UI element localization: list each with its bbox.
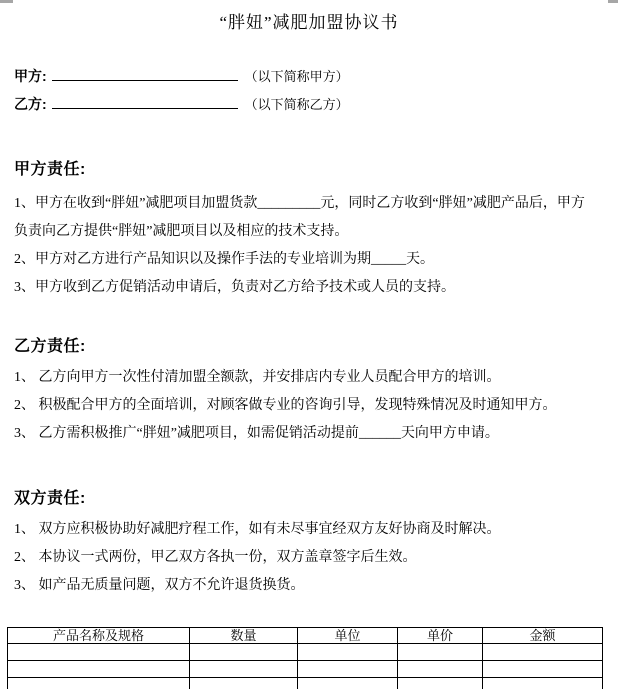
clause-item: 3、 乙方需积极推广“胖妞”减肥项目，如需促销活动提前______天向甲方申请。 (14, 426, 499, 441)
window-edge-fragment-left (0, 0, 13, 3)
table-cell (398, 678, 483, 689)
party-name-blank-jiafang (52, 66, 238, 81)
section-body-jiafang-duties (14, 190, 596, 302)
table-row (8, 644, 603, 661)
clause-item: 2、 积极配合甲方的全面培训，对顾客做专业的咨询引导，发现特殊情况及时通知甲方。 (14, 398, 557, 413)
table-cell (8, 644, 190, 661)
table-cell (483, 678, 603, 689)
table-header-unit: 单位 (298, 628, 398, 644)
party-label-yifang: 乙方: (14, 96, 47, 112)
table-header-product: 产品名称及规格 (8, 628, 190, 644)
table-cell (483, 644, 603, 661)
table-row (8, 678, 603, 689)
page-title: “胖妞”减肥加盟协议书 (219, 13, 399, 32)
window-edge-fragment-right (608, 0, 618, 3)
table-header-row (8, 628, 603, 644)
clause-item: 3、 如产品无质量问题，双方不允许退货换货。 (14, 578, 305, 593)
table-cell (398, 644, 483, 661)
clause-item: 3、甲方收到乙方促销活动申请后，负责对乙方给予技术或人员的支持。 (14, 280, 455, 295)
table-cell (298, 678, 398, 689)
table-header-amount: 金额 (483, 628, 603, 644)
table-cell (298, 644, 398, 661)
table-cell (483, 661, 603, 678)
clause-item: 2、甲方对乙方进行产品知识以及操作手法的专业培训为期_____天。 (14, 252, 434, 267)
party-row-yifang (14, 94, 349, 115)
table-header-quantity: 数量 (190, 628, 298, 644)
table-cell (190, 678, 298, 689)
table-cell (398, 661, 483, 678)
section-heading-mutual-duties: 双方责任: (14, 490, 86, 507)
products-table (7, 627, 603, 689)
table-header-unit-price: 单价 (398, 628, 483, 644)
clause-item: 1、 乙方向甲方一次性付清加盟全额款，并安排店内专业人员配合甲方的培训。 (14, 370, 501, 385)
table-cell (8, 661, 190, 678)
party-row-jiafang (14, 66, 349, 87)
table-row (8, 661, 603, 678)
party-note-jiafang: （以下简称甲方） (244, 69, 349, 84)
table-cell (190, 661, 298, 678)
party-label-jiafang: 甲方: (14, 68, 47, 84)
clause-item: 1、甲方在收到“胖妞”减肥项目加盟货款_________元，同时乙方收到“胖妞”减肥产品后，甲方负责向乙方提供“胖妞”减肥项目以及相应的技术支持。 (14, 196, 585, 239)
table-cell (298, 661, 398, 678)
party-name-blank-yifang (52, 94, 238, 109)
party-note-yifang: （以下简称乙方） (244, 97, 349, 112)
section-body-mutual-duties (14, 516, 596, 600)
clause-item: 1、 双方应积极协助好减肥疗程工作，如有未尽事宜经双方友好协商及时解决。 (14, 522, 501, 537)
table-cell (8, 678, 190, 689)
table-cell (190, 644, 298, 661)
section-body-yifang-duties (14, 364, 596, 448)
section-heading-jiafang-duties: 甲方责任: (14, 161, 86, 178)
section-heading-yifang-duties: 乙方责任: (14, 338, 86, 355)
clause-item: 2、 本协议一式两份，甲乙双方各执一份，双方盖章签字后生效。 (14, 550, 417, 565)
